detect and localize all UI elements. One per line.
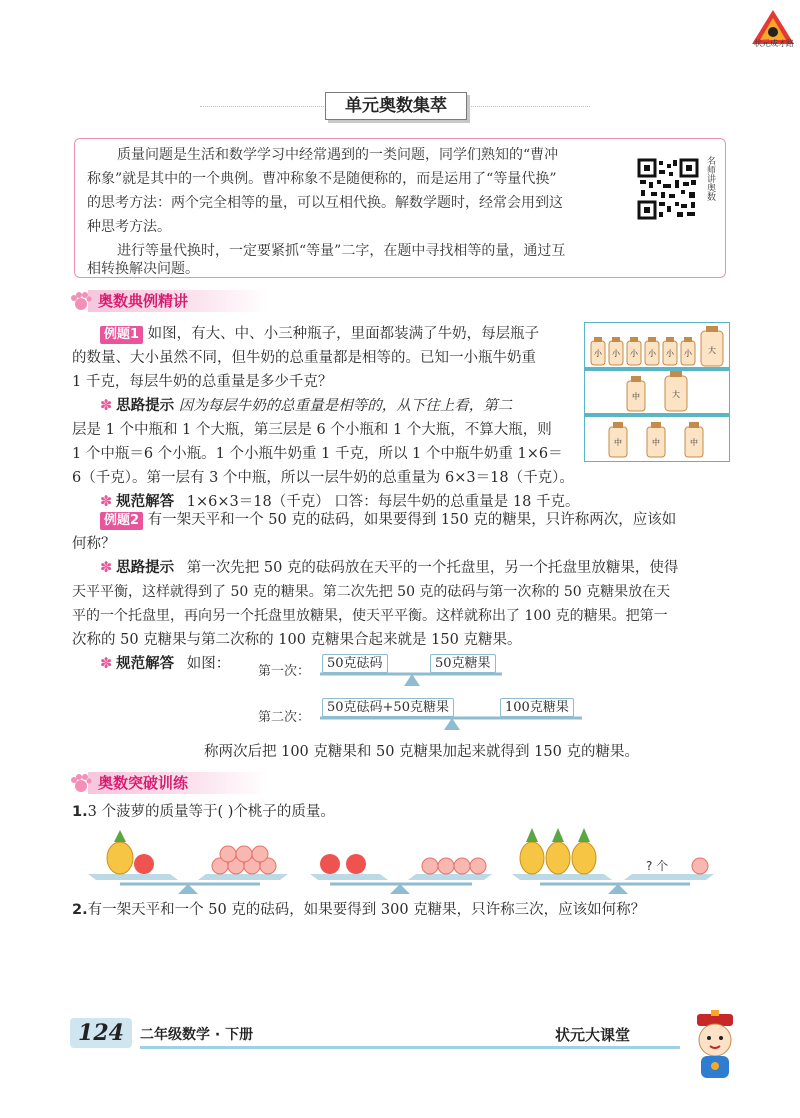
example2-hint-line4: 次称的 50 克糖果与第二次称的 100 克糖果合起来就是 150 克糖果。 bbox=[72, 632, 522, 648]
example2-hint-line2: 天平平衡，这样就得到了 50 克的糖果。第二次先把 50 克的砝码与第一次称的 50 克糖果放在天 bbox=[72, 584, 671, 600]
mascot-icon bbox=[683, 1010, 747, 1082]
flower-icon: ✽ bbox=[100, 398, 113, 414]
peach-icon bbox=[220, 846, 236, 862]
mid-bottle-icon bbox=[685, 422, 703, 457]
svg-text:小: 小 bbox=[630, 349, 638, 358]
page-title-area bbox=[200, 92, 590, 122]
intro-line: 质量问题是生活和数学学习中经常遇到的一类问题，同学们熟知的“曹冲 bbox=[117, 147, 559, 163]
balance-scale-icon bbox=[312, 668, 512, 690]
svg-text:小: 小 bbox=[612, 349, 620, 358]
intro-line: 称象”就是其中的一个典例。曹冲称象不是随便称的，而是运用了“等量代换” bbox=[87, 171, 557, 187]
svg-text:中: 中 bbox=[690, 438, 698, 447]
example1-hint-line3: 1 个中瓶＝6 个小瓶。1 个小瓶牛奶重 1 千克，所以 1 个中瓶牛奶重 1×6＝ bbox=[72, 446, 563, 462]
svg-text:中: 中 bbox=[614, 438, 622, 447]
mid-bottle-icon bbox=[647, 422, 665, 457]
section-title: 奥数典例精讲 bbox=[98, 292, 189, 310]
svg-text:小: 小 bbox=[648, 349, 656, 358]
intro-box bbox=[74, 138, 726, 278]
svg-text:小: 小 bbox=[666, 349, 674, 358]
svg-text:中: 中 bbox=[632, 392, 640, 401]
svg-text:大: 大 bbox=[708, 346, 716, 355]
svg-text:小: 小 bbox=[594, 349, 602, 358]
pineapple-icon bbox=[546, 842, 570, 874]
example1-hint-line2: 层是 1 个中瓶和 1 个大瓶，第三层是 6 个小瓶和 1 个大瓶，不算大瓶，则 bbox=[72, 422, 552, 438]
paw-icon bbox=[70, 291, 92, 311]
section-title: 奥数突破训练 bbox=[98, 774, 189, 792]
logo-text: 状元成才路 bbox=[754, 39, 794, 48]
example2-answer-label: ✽ 规范解答 如图： bbox=[100, 656, 231, 672]
book-title: 二年级数学 · 下册 bbox=[140, 1027, 254, 1043]
peach-icon bbox=[422, 858, 438, 874]
balance-3 bbox=[512, 828, 714, 894]
svg-text:小: 小 bbox=[684, 349, 692, 358]
small-bottle-icon bbox=[663, 337, 677, 365]
small-bottle-icon bbox=[591, 337, 605, 365]
intro-line: 进行等量代换时，一定要紧抓“等量”二字，在题中寻找相等的量，通过互 bbox=[117, 243, 566, 259]
peach-icon bbox=[692, 858, 708, 874]
section-header-practice bbox=[70, 772, 270, 794]
flower-icon: ✽ bbox=[100, 494, 113, 510]
apple-icon bbox=[134, 854, 154, 874]
example1-line2: 的数量、大小虽然不同，但牛奶的总重量都是相等的。已知一小瓶牛奶重 bbox=[72, 350, 536, 366]
question1: 1.3 个菠萝的质量等于( )个桃子的质量。 bbox=[72, 804, 335, 820]
second-weigh-label: 第二次： bbox=[258, 710, 311, 725]
paw-icon bbox=[70, 773, 92, 793]
unknown-count-label: ? 个 bbox=[646, 859, 669, 873]
intro-line: 种思考方法。 bbox=[87, 219, 171, 235]
peach-icon bbox=[454, 858, 470, 874]
peach-icon bbox=[252, 846, 268, 862]
intro-line: 的思考方法：两个完全相等的量，可以互相代换。解数学题时，经常会用到这 bbox=[87, 195, 563, 211]
big-bottle-icon bbox=[665, 371, 687, 411]
example2-line1: 例题2 有一架天平和一个 50 克的砝码，如果要得到 150 克的糖果，只许称两次，应该如 bbox=[100, 508, 676, 532]
page-title: 单元奥数集萃 bbox=[325, 92, 467, 120]
small-bottle-icon bbox=[609, 337, 623, 365]
example1-hint-line4: 6（千克）。第一层有 3 个中瓶，所以一层牛奶的总重量为 6×3＝18（千克）。 bbox=[72, 470, 574, 486]
pineapple-icon bbox=[520, 842, 544, 874]
fruit-balance-illustration bbox=[80, 822, 720, 894]
example1-line3: 1 千克，每层牛奶的总重量是多少千克？ bbox=[72, 374, 333, 390]
svg-text:大: 大 bbox=[672, 390, 680, 399]
example1-hint-line1: ✽ 思路提示 因为每层牛奶的总重量是相等的，从下往上看，第二 bbox=[100, 398, 513, 414]
balance-scale-icon bbox=[312, 712, 592, 734]
section-header-examples bbox=[70, 290, 270, 312]
brand-name: 状元大课堂 bbox=[555, 1026, 631, 1044]
second-left-pan: 50克砝码+50克糖果 bbox=[322, 698, 454, 717]
svg-text:中: 中 bbox=[652, 438, 660, 447]
balance-2 bbox=[310, 854, 492, 894]
example1-line1: 例题1 如图，有大、中、小三种瓶子，里面都装满了牛奶，每层瓶子 bbox=[100, 322, 539, 346]
small-bottle-icon bbox=[681, 337, 695, 365]
example2-hint-line3: 平的一个托盘里，再向另一个托盘里放糖果，使天平平衡。这样就称出了 100 克的糖果。把第一 bbox=[72, 608, 668, 624]
question2: 2.有一架天平和一个 50 克的砝码，如果要得到 300 克糖果，只许称三次，应该如何称？ bbox=[72, 902, 646, 918]
small-bottle-icon bbox=[627, 337, 641, 365]
pineapple-icon bbox=[107, 842, 133, 874]
example2-hint-line1: ✽ 思路提示 第一次先把 50 克的砝码放在天平的一个托盘里，另一个托盘里放糖果，使得 bbox=[100, 560, 679, 576]
apple-icon bbox=[346, 854, 366, 874]
balance-1 bbox=[88, 830, 288, 894]
page-number: 124 bbox=[70, 1018, 132, 1048]
milk-shelf-illustration bbox=[584, 322, 730, 462]
small-bottle-icon bbox=[645, 337, 659, 365]
mid-bottle-icon bbox=[627, 376, 645, 411]
example-tag: 例题2 bbox=[100, 512, 143, 530]
qr-code-icon[interactable] bbox=[637, 158, 699, 220]
qr-label: 名师讲奥数 bbox=[705, 156, 715, 201]
second-right-pan: 100克糖果 bbox=[500, 698, 574, 717]
first-left-pan: 50克砝码 bbox=[322, 654, 388, 673]
pineapple-icon bbox=[572, 842, 596, 874]
first-weigh-label: 第一次： bbox=[258, 664, 311, 679]
example2-conclusion: 称两次后把 100 克糖果和 50 克糖果加起来就得到 150 克的糖果。 bbox=[204, 744, 639, 760]
peach-icon bbox=[470, 858, 486, 874]
first-right-pan: 50克糖果 bbox=[430, 654, 496, 673]
big-bottle-icon bbox=[701, 326, 723, 366]
flower-icon: ✽ bbox=[100, 656, 113, 672]
apple-icon bbox=[320, 854, 340, 874]
footer-line bbox=[140, 1046, 680, 1049]
flower-icon: ✽ bbox=[100, 560, 113, 576]
example-tag: 例题1 bbox=[100, 326, 143, 344]
peach-icon bbox=[438, 858, 454, 874]
example2-line2: 何称？ bbox=[72, 536, 116, 552]
mid-bottle-icon bbox=[609, 422, 627, 457]
peach-icon bbox=[236, 846, 252, 862]
intro-line: 相转换解决问题。 bbox=[87, 261, 199, 277]
example1-answer: ✽ 规范解答 1×6×3＝18（千克） 口答：每层牛奶的总重量是 18 千克。 bbox=[100, 494, 580, 510]
